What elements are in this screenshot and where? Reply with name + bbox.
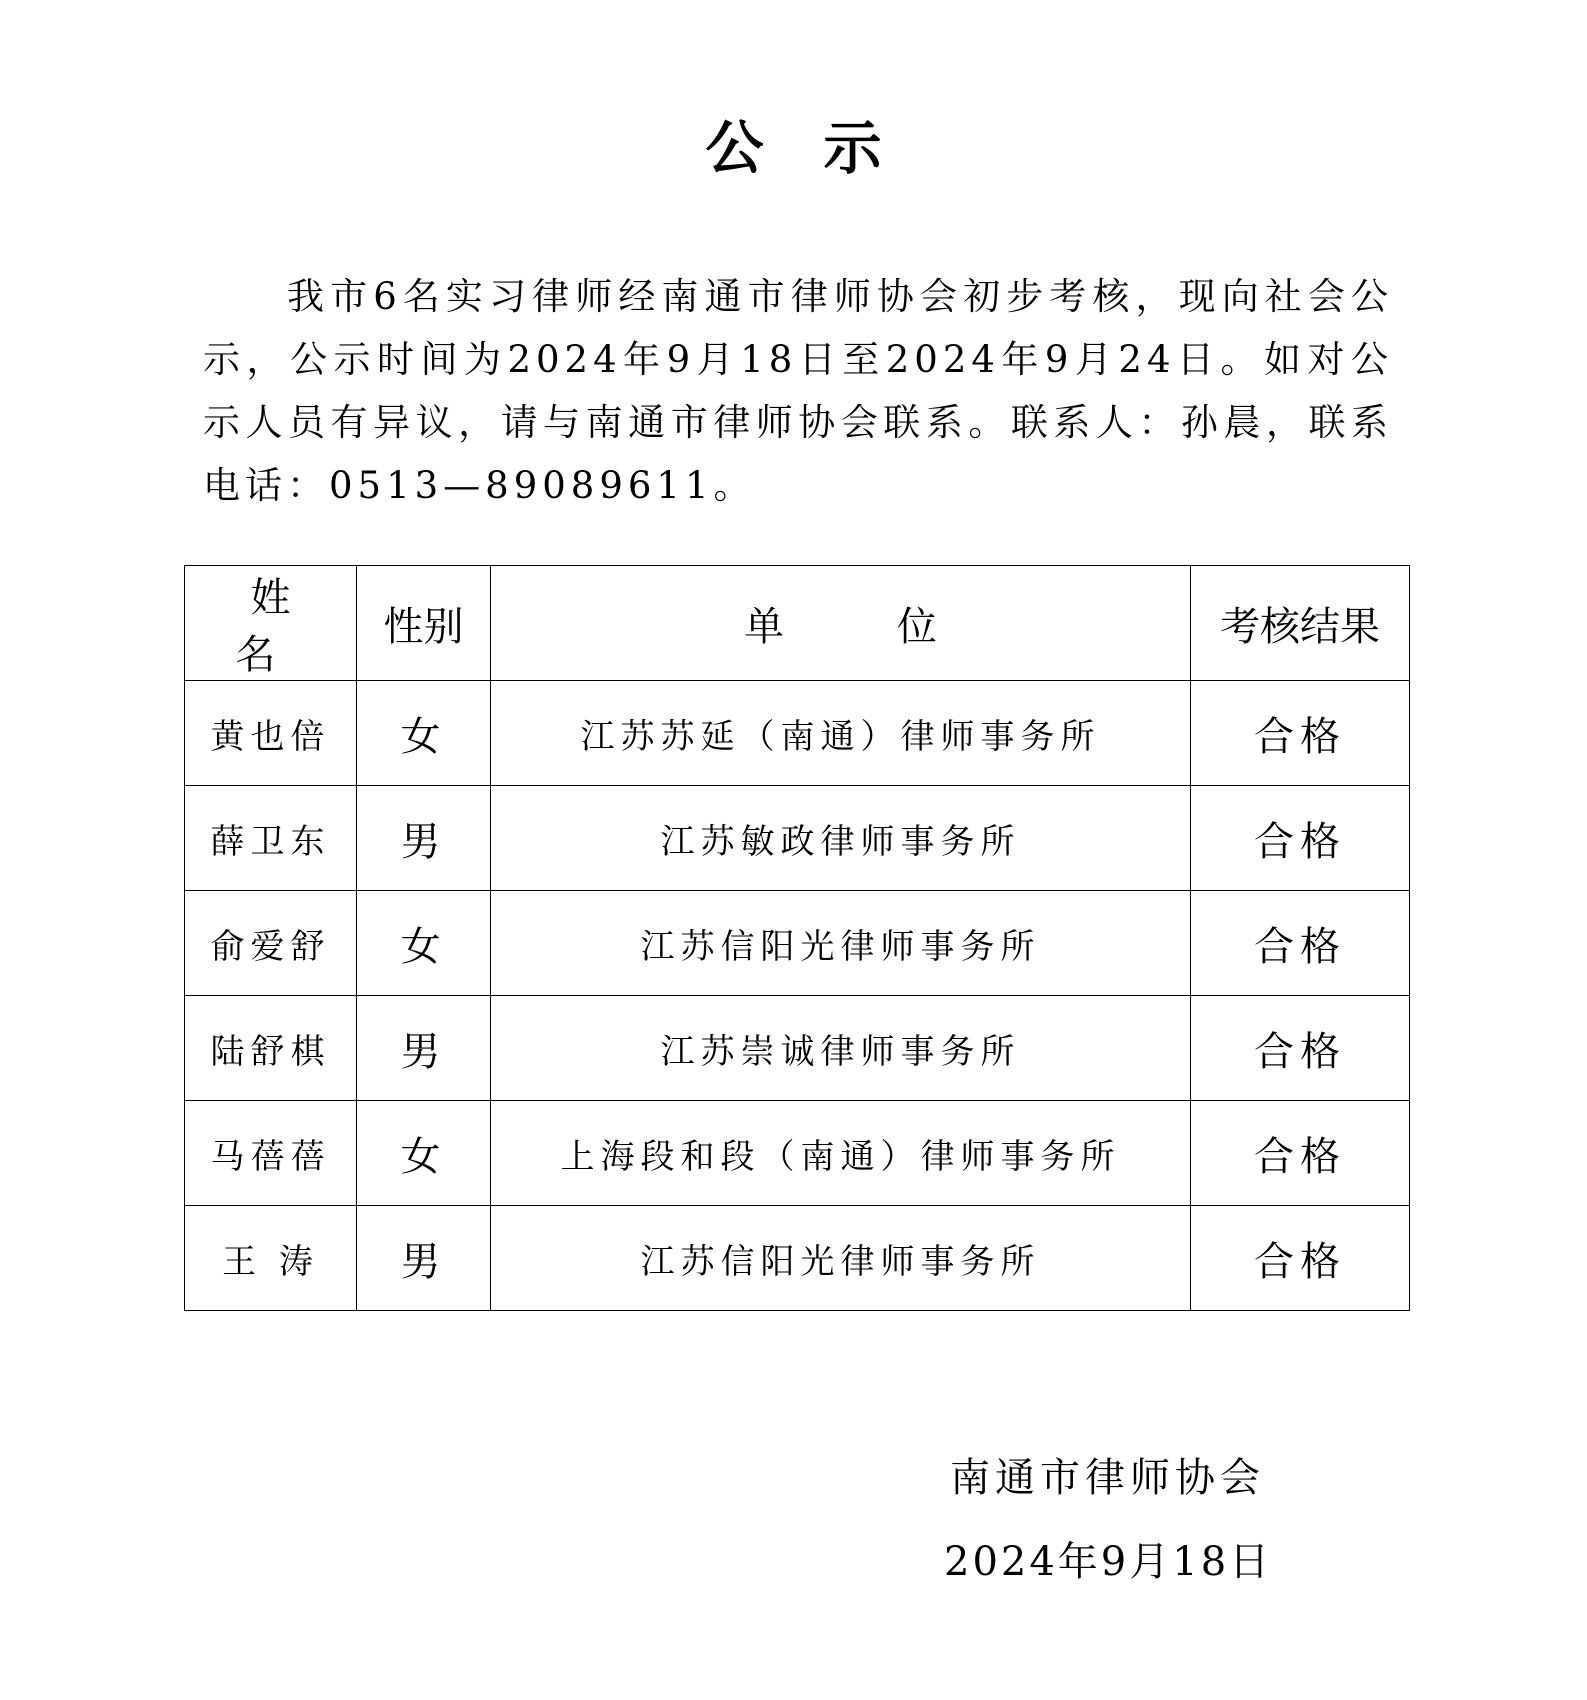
cell-result: 合格 xyxy=(1191,891,1410,996)
cell-gender: 男 xyxy=(357,786,491,891)
cell-name: 王 涛 xyxy=(185,1206,357,1311)
cell-unit: 江苏信阳光律师事务所 xyxy=(491,1206,1191,1311)
cell-gender: 女 xyxy=(357,1101,491,1206)
table-row xyxy=(185,996,1410,1101)
cell-unit: 江苏敏政律师事务所 xyxy=(491,786,1191,891)
cell-name: 俞爱舒 xyxy=(185,891,357,996)
cell-name: 黄也倍 xyxy=(185,681,357,786)
table-row xyxy=(185,786,1410,891)
cell-result: 合格 xyxy=(1191,996,1410,1101)
cell-result: 合格 xyxy=(1191,1206,1410,1311)
cell-unit: 江苏苏延（南通）律师事务所 xyxy=(491,681,1191,786)
table-row xyxy=(185,1101,1410,1206)
cell-name: 陆舒棋 xyxy=(185,996,357,1101)
signature-organization: 南通市律师协会 xyxy=(950,1455,1265,1501)
cell-result: 合格 xyxy=(1191,786,1410,891)
signature-date: 2024年9月18日 xyxy=(944,1539,1273,1585)
cell-result: 合格 xyxy=(1191,681,1410,786)
cell-name: 马蓓蓓 xyxy=(185,1101,357,1206)
cell-result: 合格 xyxy=(1191,1101,1410,1206)
results-table xyxy=(184,565,1410,1311)
cell-unit: 江苏信阳光律师事务所 xyxy=(491,891,1191,996)
cell-gender: 男 xyxy=(357,1206,491,1311)
header-unit: 单 位 xyxy=(491,566,1191,681)
table-row xyxy=(185,891,1410,996)
table-row xyxy=(185,681,1410,786)
cell-unit: 上海段和段（南通）律师事务所 xyxy=(491,1101,1191,1206)
header-name: 姓 名 xyxy=(185,566,357,681)
cell-name: 薛卫东 xyxy=(185,786,357,891)
table-row xyxy=(185,1206,1410,1311)
header-gender: 性别 xyxy=(357,566,491,681)
table-header-row xyxy=(185,566,1410,681)
page-title: 公示 xyxy=(705,114,942,182)
notice-body: 我市6名实习律师经南通市律师协会初步考核，现向社会公示，公示时间为2024年9月18日至2024年9月24日。如对公示人员有异议，请与南通市律师协会联系。联系人：孙晨，联系电话：0513—89089611。 xyxy=(203,275,1393,507)
cell-gender: 男 xyxy=(357,996,491,1101)
header-result: 考核结果 xyxy=(1191,566,1410,681)
cell-unit: 江苏崇诚律师事务所 xyxy=(491,996,1191,1101)
cell-gender: 女 xyxy=(357,681,491,786)
cell-gender: 女 xyxy=(357,891,491,996)
